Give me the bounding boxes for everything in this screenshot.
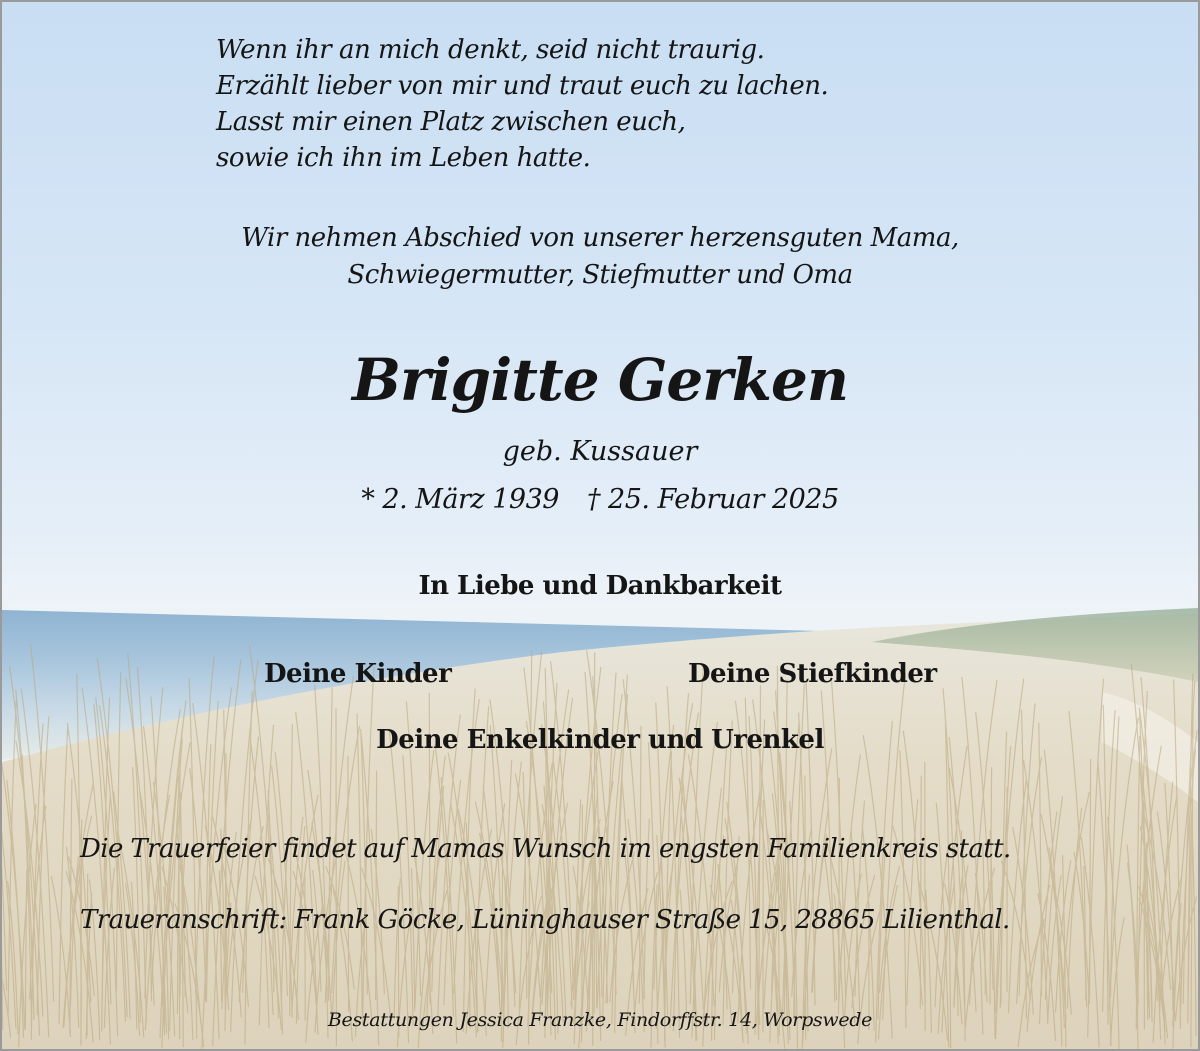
undertaker-footer: Bestattungen Jessica Franzke, Findorffstr. 14, Worpswede	[327, 1009, 873, 1031]
birth-name: geb. Kussauer	[502, 436, 698, 467]
life-dates	[2, 482, 1198, 518]
farewell-intro	[2, 220, 1198, 294]
poem-line: Lasst mir einen Platz zwischen euch,	[216, 107, 686, 137]
deceased-name: Brigitte Gerken	[351, 346, 849, 414]
death-date: † 25. Februar 2025	[586, 484, 839, 515]
intro-line-2: Schwiegermutter, Stiefmutter und Oma	[347, 260, 853, 290]
intro-line-1: Wir nehmen Abschied von unserer herzensguten Mama,	[241, 223, 959, 253]
mourning-address: Traueranschrift: Frank Göcke, Lüninghauser Straße 15, 28865 Lilienthal.	[80, 905, 1010, 935]
poem-line: sowie ich ihn im Leben hatte.	[216, 143, 591, 173]
mourners-stepchildren: Deine Stiefkinder	[688, 659, 937, 689]
mourners-heading: In Liebe und Dankbarkeit	[418, 571, 782, 601]
ceremony-note: Die Trauerfeier findet auf Mamas Wunsch im engsten Familienkreis statt.	[80, 834, 1011, 864]
poem-line: Wenn ihr an mich denkt, seid nicht traurig.	[216, 35, 765, 65]
mourners-children: Deine Kinder	[264, 659, 452, 689]
poem-line: Erzählt lieber von mir und traut euch zu lachen.	[216, 71, 829, 101]
poem	[216, 32, 828, 176]
birth-date: * 2. März 1939	[361, 484, 559, 515]
mourners-grandchildren: Deine Enkelkinder und Urenkel	[376, 725, 824, 755]
